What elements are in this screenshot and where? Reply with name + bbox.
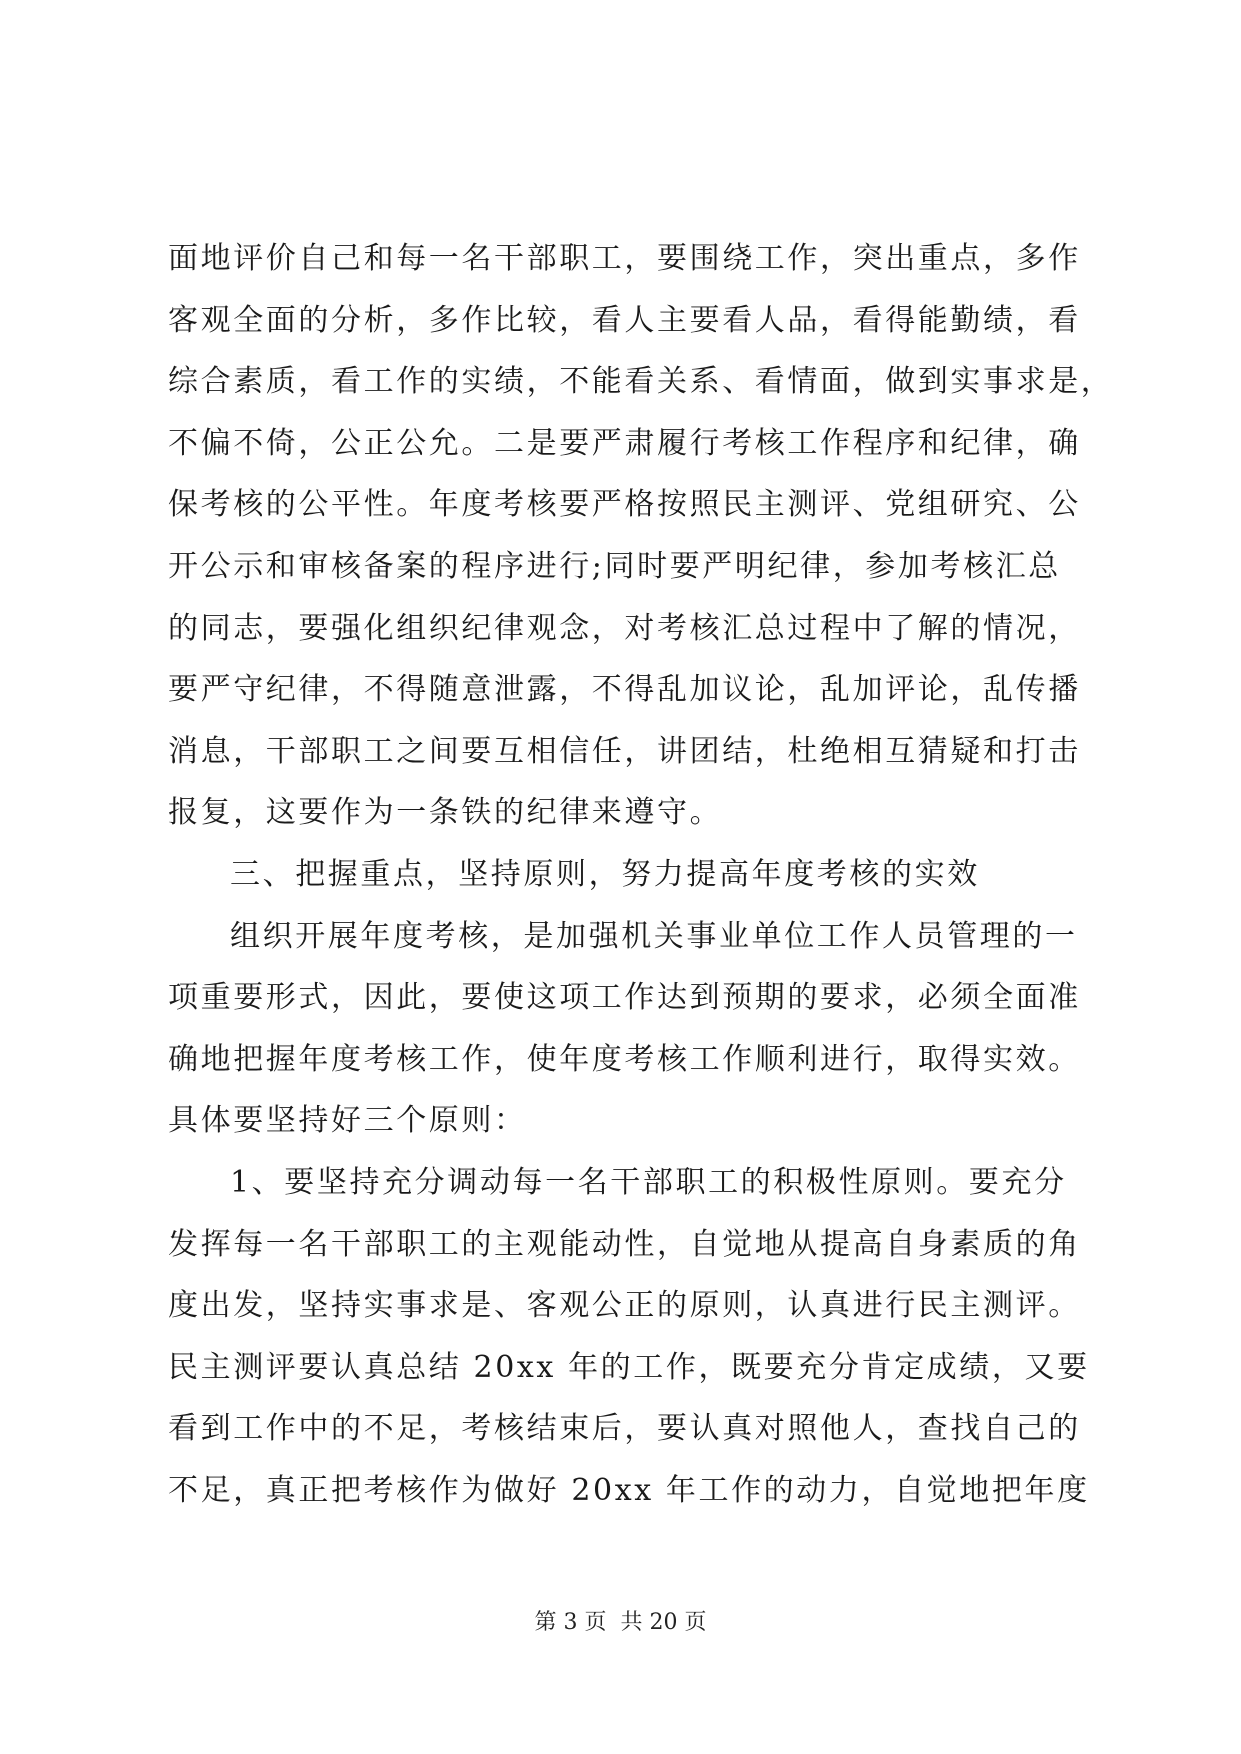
text-line: 开公示和审核备案的程序进行;同时要严明纪律，参加考核汇总: [168, 548, 1061, 584]
text-line: 消息，干部职工之间要互相信任，讲团结，杜绝相互猜疑和打击: [168, 733, 1081, 769]
text-line: 组织开展年度考核，是加强机关事业单位工作人员管理的一: [230, 918, 1078, 954]
text-line: 发挥每一名干部职工的主观能动性，自觉地从提高自身素质的角: [168, 1226, 1081, 1262]
text-line: 确地把握年度考核工作，使年度考核工作顺利进行，取得实效。: [168, 1041, 1081, 1077]
text-line: 不偏不倚，公正公允。二是要严肃履行考核工作程序和纪律，确: [168, 425, 1081, 461]
text-line: 面地评价自己和每一名干部职工，要围绕工作，突出重点，多作: [168, 241, 1081, 276]
text-line: 具体要坚持好三个原则：: [168, 1103, 527, 1139]
text-line: 综合素质，看工作的实绩，不能看关系、看情面，做到实事求是，: [168, 364, 1114, 400]
text-line: 度出发，坚持实事求是、客观公正的原则，认真进行民主测评。: [168, 1288, 1081, 1324]
text-line: 客观全面的分析，多作比较，看人主要看人品，看得能勤绩，看: [168, 302, 1081, 338]
text-line: 不足，真正把考核作为做好 20xx 年工作的动力，自觉地把年度: [168, 1472, 1090, 1508]
page-footer: [0, 1605, 1241, 1636]
page-number-label: 第 3 页 共 20 页: [534, 1610, 707, 1635]
text-line: 保考核的公平性。年度考核要严格按照民主测评、党组研究、公: [168, 487, 1081, 523]
text-line: 报复，这要作为一条铁的纪律来遵守。: [168, 795, 723, 831]
text-line: 要严守纪律，不得随意泄露，不得乱加议论，乱加评论，乱传播: [168, 672, 1081, 708]
text-line: 看到工作中的不足，考核结束后，要认真对照他人，查找自己的: [168, 1411, 1081, 1447]
text-line: 三、把握重点，坚持原则，努力提高年度考核的实效: [230, 856, 980, 892]
text-line: 1、要坚持充分调动每一名干部职工的积极性原则。要充分: [230, 1164, 1067, 1200]
text-line: 项重要形式，因此，要使这项工作达到预期的要求，必须全面准: [168, 980, 1081, 1016]
text-line: 的同志，要强化组织纪律观念，对考核汇总过程中了解的情况，: [168, 610, 1081, 646]
document-body: [168, 228, 1114, 1521]
text-line: 民主测评要认真总结 20xx 年的工作，既要充分肯定成绩，又要: [168, 1349, 1090, 1385]
